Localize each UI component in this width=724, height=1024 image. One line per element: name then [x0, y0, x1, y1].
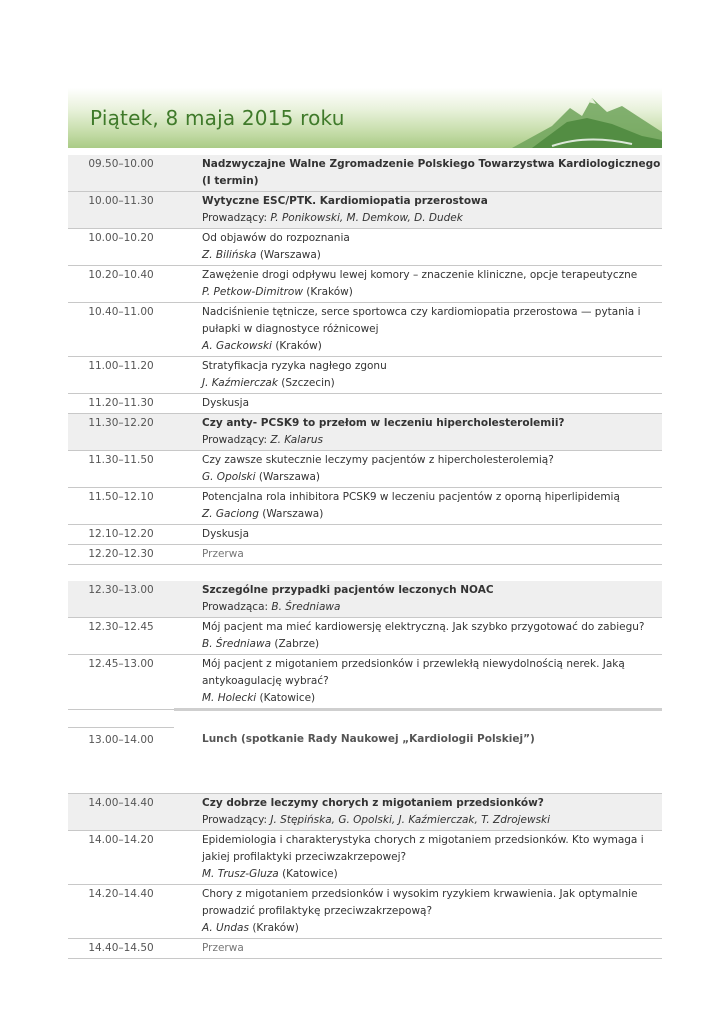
- speaker-name: G. Opolski: [202, 471, 256, 483]
- speaker-name: B. Średniawa: [202, 638, 272, 650]
- table-row: [68, 414, 662, 451]
- table-row: [68, 831, 662, 885]
- chair-prefix: Prowadzący:: [202, 434, 268, 446]
- speaker-city: (Warszawa): [262, 508, 324, 520]
- chair-names: B. Średniawa: [271, 601, 341, 613]
- time-cell: 14.40–14.50: [68, 939, 174, 959]
- speaker-city: (Zabrze): [274, 638, 320, 650]
- time-cell: 11.30–11.50: [68, 451, 174, 488]
- time-cell: 12.45–13.00: [68, 655, 174, 710]
- table-row: [68, 655, 662, 710]
- time-cell: 13.00–14.00: [68, 727, 174, 750]
- day-title: Piątek, 8 maja 2015 roku: [90, 106, 345, 130]
- chair-prefix: Prowadzący:: [202, 212, 268, 224]
- speaker-name: Z. Gaciong: [202, 508, 259, 520]
- speaker-city: (Kraków): [252, 922, 299, 934]
- chair-prefix: Prowadzący:: [202, 814, 268, 826]
- session-title: Lunch (spotkanie Rady Naukowej „Kardiologii Polskiej”): [202, 733, 535, 745]
- talk-title: Mój pacjent ma mieć kardiowersję elektryczną. Jak szybko przygotować do zabiegu?: [202, 621, 645, 633]
- time-cell: 11.00–11.20: [68, 357, 174, 394]
- talk-title: Mój pacjent z migotaniem przedsionków i przewlekłą niewydolnością nerek. Jaką antykoagulację wybrać?: [202, 658, 625, 687]
- mountain-icon: [512, 88, 662, 148]
- speaker-city: (Warszawa): [259, 249, 321, 261]
- speaker-name: A. Undas: [202, 922, 249, 934]
- talk-title: Czy zawsze skutecznie leczymy pacjentów z hipercholesterolemią?: [202, 454, 554, 466]
- talk-title: Chory z migotaniem przedsionków i wysokim ryzykiem krwawienia. Jak optymalnie prowadzić profilaktykę przeciwzakrzepową?: [202, 888, 638, 917]
- talk-title: Potencjalna rola inhibitora PCSK9 w leczeniu pacjentów z oporną hiperlipidemią: [202, 491, 620, 503]
- speaker-name: J. Kaźmierczak: [202, 377, 278, 389]
- talk-title: Dyskusja: [202, 528, 250, 540]
- speaker-name: P. Petkow-Dimitrow: [202, 286, 303, 298]
- table-row: [68, 618, 662, 655]
- time-cell: 10.00–10.20: [68, 229, 174, 266]
- time-cell: 14.00–14.20: [68, 831, 174, 885]
- talk-title: Stratyfikacja ryzyka nagłego zgonu: [202, 360, 387, 372]
- speaker-city: (Szczecin): [281, 377, 335, 389]
- table-row: [68, 727, 662, 750]
- chair-names: J. Stępińska, G. Opolski, J. Kaźmierczak, T. Zdrojewski: [270, 814, 551, 826]
- time-cell: 11.30–12.20: [68, 414, 174, 451]
- session-title: Nadzwyczajne Walne Zgromadzenie Polskiego Towarzystwa Kardiologicznego (I termin): [202, 158, 661, 187]
- table-row: [68, 451, 662, 488]
- spacer-row: [68, 710, 662, 728]
- time-cell: 14.20–14.40: [68, 885, 174, 939]
- time-cell: 12.20–12.30: [68, 545, 174, 565]
- time-cell: 09.50–10.00: [68, 155, 174, 192]
- speaker-name: A. Gackowski: [202, 340, 272, 352]
- chair-prefix: Prowadząca:: [202, 601, 269, 613]
- time-cell: 12.10–12.20: [68, 525, 174, 545]
- talk-title: Od objawów do rozpoznania: [202, 232, 350, 244]
- speaker-name: M. Holecki: [202, 692, 257, 704]
- day-header-banner: [68, 88, 662, 148]
- table-row: [68, 794, 662, 831]
- table-row: [68, 303, 662, 357]
- time-cell: 14.00–14.40: [68, 794, 174, 831]
- talk-title: Epidemiologia i charakterystyka chorych z migotaniem przedsionków. Kto wymaga i jakiej profilaktyki przeciwzakrzepowej?: [202, 834, 644, 863]
- speaker-city: (Kraków): [306, 286, 353, 298]
- table-row: [68, 545, 662, 565]
- talk-title: Zawężenie drogi odpływu lewej komory – znaczenie kliniczne, opcje terapeutyczne: [202, 269, 638, 281]
- table-row: [68, 939, 662, 959]
- table-row: [68, 229, 662, 266]
- table-row: [68, 357, 662, 394]
- schedule-table: [68, 155, 662, 959]
- time-cell: 10.00–11.30: [68, 192, 174, 229]
- time-cell: 12.30–12.45: [68, 618, 174, 655]
- table-row: [68, 525, 662, 545]
- table-row: [68, 581, 662, 618]
- session-title: Wytyczne ESC/PTK. Kardiomiopatia przerostowa: [202, 195, 488, 207]
- break-label: Przerwa: [202, 548, 244, 560]
- time-cell: 11.50–12.10: [68, 488, 174, 525]
- chair-names: Z. Kalarus: [270, 434, 324, 446]
- speaker-name: Z. Bilińska: [202, 249, 257, 261]
- time-cell: 12.30–13.00: [68, 581, 174, 618]
- table-row: [68, 885, 662, 939]
- table-row: [68, 266, 662, 303]
- session-title: Czy anty- PCSK9 to przełom w leczeniu hipercholesterolemii?: [202, 417, 565, 429]
- chair-names: P. Ponikowski, M. Demkow, D. Dudek: [270, 212, 463, 224]
- speaker-city: (Katowice): [282, 868, 338, 880]
- spacer-row: [68, 750, 662, 794]
- time-cell: 10.20–10.40: [68, 266, 174, 303]
- time-cell: 11.20–11.30: [68, 394, 174, 414]
- talk-title: Dyskusja: [202, 397, 250, 409]
- break-label: Przerwa: [202, 942, 244, 954]
- speaker-city: (Warszawa): [258, 471, 320, 483]
- time-cell: 10.40–11.00: [68, 303, 174, 357]
- spacer-row: [68, 565, 662, 582]
- table-row: [68, 394, 662, 414]
- speaker-city: (Kraków): [275, 340, 322, 352]
- talk-title: Nadciśnienie tętnicze, serce sportowca czy kardiomiopatia przerostowa — pytania i pułapki w diagnostyce różnicowej: [202, 306, 641, 335]
- table-row: [68, 155, 662, 192]
- table-row: [68, 192, 662, 229]
- session-title: Szczególne przypadki pacjentów leczonych NOAC: [202, 584, 494, 596]
- speaker-name: M. Trusz-Gluza: [202, 868, 279, 880]
- table-row: [68, 488, 662, 525]
- speaker-city: (Katowice): [259, 692, 316, 704]
- session-title: Czy dobrze leczymy chorych z migotaniem przedsionków?: [202, 797, 544, 809]
